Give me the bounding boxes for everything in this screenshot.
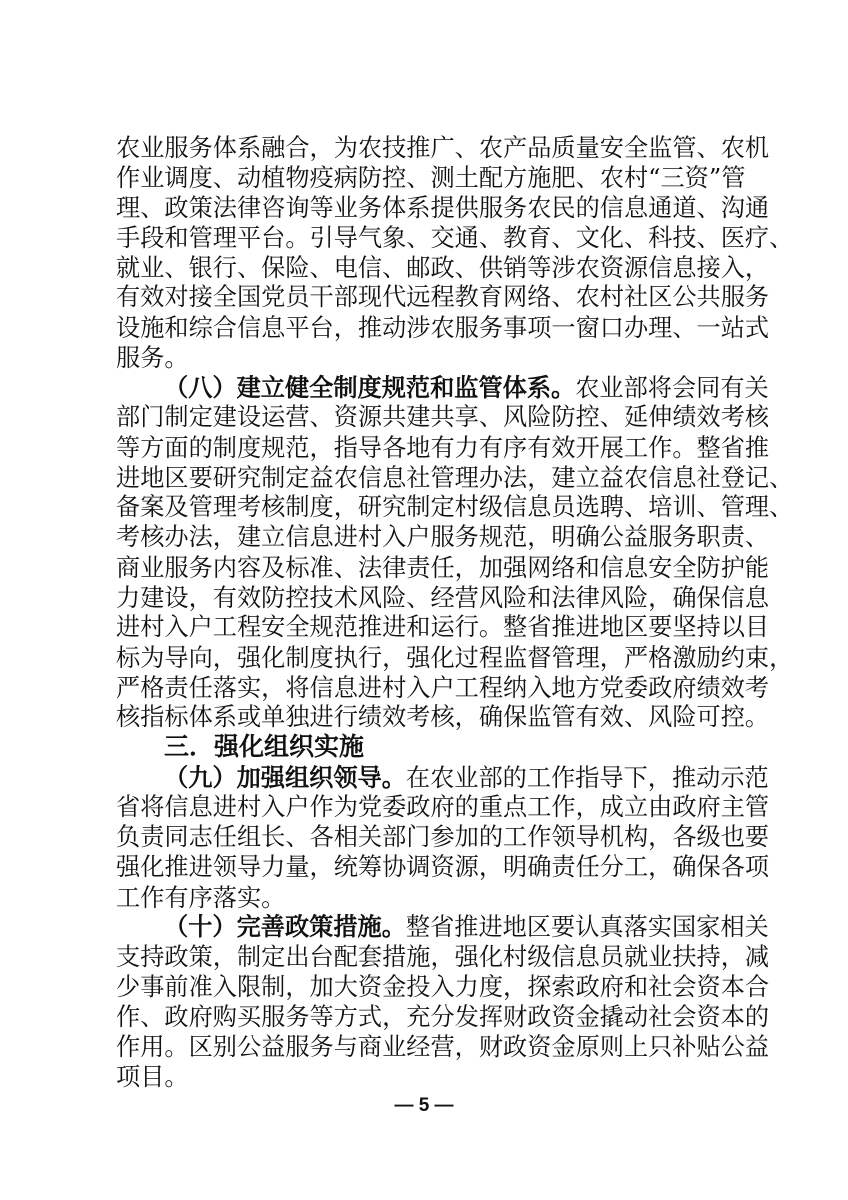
paragraph-line: 等方面的制度规范，指导各地有力有序有效开展工作。整省推 [116,434,770,462]
paragraph-line: 部门制定建设运营、资源共建共享、风险防控、延伸绩效考核 [116,403,770,431]
paragraph-line: 就业、银行、保险、电信、邮政、供销等涉农资源信息接入， [116,254,770,282]
paragraph-line: 负责同志任组长、各相关部门参加的工作领导机构，各级也要 [116,823,770,851]
paragraph-line: 设施和综合信息平台，推动涉农服务事项一窗口办理、一站式 [116,314,770,342]
paragraph-line: 力建设，有效防控技术风险、经营风险和法律风险，确保信息 [116,584,770,612]
paragraph-line: 备案及管理考核制度，研究制定村级信息员选聘、培训、管理、 [116,493,794,521]
paragraph-line: 标为导向，强化制度执行，强化过程监督管理，严格激励约束， [116,644,794,672]
paragraph-line: 作用。区别公益服务与商业经营，财政资金原则上只补贴公益 [116,1033,770,1061]
page-number: — 5 — [394,1095,454,1116]
section-10-first-line [164,910,769,944]
paragraph-line: 工作有序落实。 [116,884,286,912]
section-heading: 三．强化组织实施 [164,732,365,761]
paragraph-line: 服务。 [116,344,189,372]
paragraph-line: 考核办法，建立信息进村入户服务规范，明确公益服务职责、 [116,523,770,551]
section-10-first-text: 整省推进地区要认真落实国家相关 [405,913,769,941]
paragraph-line: 作业调度、动植物疫病防控、测土配方施肥、农村“三资”管 [116,164,746,192]
section-8-title: （八）建立健全制度规范和监管体系。 [164,374,576,402]
paragraph-line: 严格责任落实，将信息进村入户工程纳入地方党委政府绩效考 [116,674,770,702]
paragraph-line: 农业服务体系融合，为农技推广、农产品质量安全监管、农机 [116,134,770,162]
paragraph-line: 进村入户工程安全规范推进和运行。整省推进地区要坚持以目 [116,613,770,641]
section-9-first-text: 在农业部的工作指导下，推动示范 [405,764,769,792]
paragraph-line: 项目。 [116,1063,189,1091]
paragraph-line: 商业服务内容及标准、法律责任，加强网络和信息安全防护能 [116,554,770,582]
paragraph-line: 核指标体系或单独进行绩效考核，确保监管有效、风险可控。 [116,703,770,731]
paragraph-line: 少事前准入限制，加大资金投入力度，探索政府和社会资本合 [116,973,770,1001]
paragraph-line: 有效对接全国党员干部现代远程教育网络、农村社区公共服务 [116,283,770,311]
paragraph-line: 支持政策，制定出台配套措施，强化村级信息员就业扶持，减 [116,943,770,971]
paragraph-line: 强化推进领导力量，统筹协调资源，明确责任分工，确保各项 [116,853,770,881]
paragraph-line: 理、政策法律咨询等业务体系提供服务农民的信息通道、沟通 [116,194,770,222]
paragraph-line: 进地区要研究制定益农信息社管理办法，建立益农信息社登记、 [116,464,794,492]
section-9-title: （九）加强组织领导。 [164,764,406,792]
paragraph-line: 作、政府购买服务等方式，充分发挥财政资金撬动社会资本的 [116,1003,770,1031]
section-8-first-text: 农业部将会同有关 [575,374,769,402]
paragraph-line: 手段和管理平台。引导气象、交通、教育、文化、科技、医疗、 [116,224,794,252]
section-10-title: （十）完善政策措施。 [164,913,406,941]
paragraph-line: 省将信息进村入户作为党委政府的重点工作，成立由政府主管 [116,793,770,821]
